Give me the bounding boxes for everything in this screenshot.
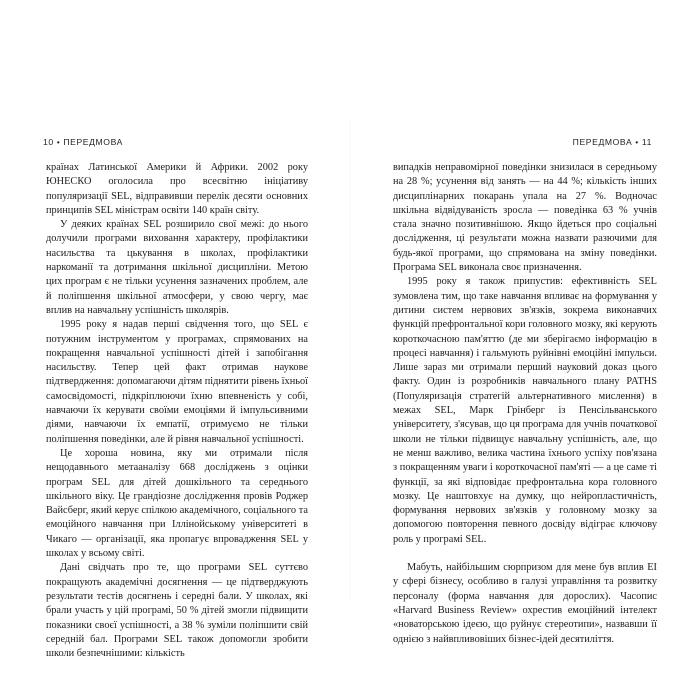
paragraph: Це хороша новина, яку ми отримали після нещодавнього метааналізу 668 досліджень з оцінки програм SEL для дітей дошкільного та середнього шкільного віку. Це грандіозне дослідження провів Роджер Вайсберг, який керує спілкою академічного, соціального та емоційного навчання при Іллінойському університеті в Чикаго — організації, яка пропагує впровадження SEL у школах у всьому світі. — [46, 447, 308, 560]
left-running-head: 10 • ПЕРЕДМОВА — [43, 137, 123, 147]
right-page-body — [393, 161, 657, 647]
left-page-body — [46, 161, 308, 661]
paragraph: випадків неправомірної поведінки знизилася в середньому на 28 %; усунення від занять — на 44 %; кількість інших дисциплінарних покарань упала на 27 %. Водночас шкільна відвідуваність зросла — поведінка 63 % учнів стала значно позитивнішою. Якщо йдеться про соціальні дослідження, ці результати можна назвати разючими для будь-якої програми, що спрямована на зміну поведінки. Програма SEL виконала своє призначення. — [393, 162, 657, 274]
paragraph: 1995 року я надав перші свідчення того, що SEL є потужним інструментом у програмах, спрямованих на покращення навчальної успішності дітей і запобігання насильству. Тепер цей факт отримав наукове підтвердження: допомагаючи дітям піднятити рівень їхньої самосвідомості, підкріплюючи їхню впевненість у собі, навчаючи їх керувати своїми емоціями й імпульсивними діями, навчаючи їх емпатії, отримуємо не тільки поліпшення поведінки, але й рівня навчальної успішності. — [46, 319, 309, 445]
paragraph: країнах Латинської Америки й Африки. 2002 року ЮНЕСКО оголосила про всесвітню ініціативу популяризації SEL, відправивши перелік десяти основних принципів SEL міністрам освіти 140 країн світу. — [46, 162, 308, 216]
paragraph: У деяких країнах SEL розширило свої межі: до нього долучили програми виховання характеру, профілактики насильства та цькування в школах, профілактики наркоманії та дотримання шкільної дисципліни. Метою цих програм є не тільки усунення зазначених проблем, але й поліпшення шкільної атмосфери, у свою чергу, має вплив на навчальну успішність школярів. — [46, 219, 308, 316]
paragraph: Дані свідчать про те, що програми SEL суттєво покращують академічні досягнення — це підтверджують результати тестів досягнень і середні бали. У школах, які брали участь у цій програмі, 50 % дітей змогли підвищити показники своєї успішності, а 38 % зуміли поліпшити свій середній бал. Програми SEL також допомогли зробити школи безпечнішими: кількість — [46, 562, 308, 660]
paragraph: Мабуть, найбільшим сюрпризом для мене був вплив EI у сфері бізнесу, особливо в галузі управління та розвитку персоналу (форма навчання для дорослих). Часопис «Harvard Business Review» охрестив емоційний інтелект «новаторською ідеєю, що руйнує стереотипи», назвавши її однією з найвпливовіших бізнес-ідей десятиліття. — [393, 562, 657, 645]
right-running-head: ПЕРЕДМОВА • 11 — [572, 137, 652, 147]
page-gutter — [349, 120, 351, 600]
paragraph: 1995 року я також припустив: ефективність SEL зумовлена тим, що таке навчання впливає на формування у дитини систем нервових зв'язків, зокрема виконавчих функцій префронтальної кори головного мозку, які керують короткочасною пам'яттю (де ми зберігаємо інформацію в процесі навчання) і гальмують руйнівні емоційні імпульси. Лише зараз ми отримали перший науковий доказ цього факту. Один із розробників навчального плану PATHS (Популяризація стратегій альтернативного мислення) в межах SEL, Марк Грінберг із Пенсільванського університету, з'ясував, що ця програма для учнів початкової школи не тільки підвищує навчальну успішність, але, що не менш важливо, велика частина їхнього успіху пов'язана з покращенням уваги і короткочасної пам'яті — а це саме ті функції, за які відповідає префронтальна кора головного мозку. Це наштовхує на думку, що нейропластичність, формування нервових зв'язків у головному мозку за допомогою повторення певного досвіду відіграє ключову роль у програмі SEL. — [393, 276, 658, 545]
